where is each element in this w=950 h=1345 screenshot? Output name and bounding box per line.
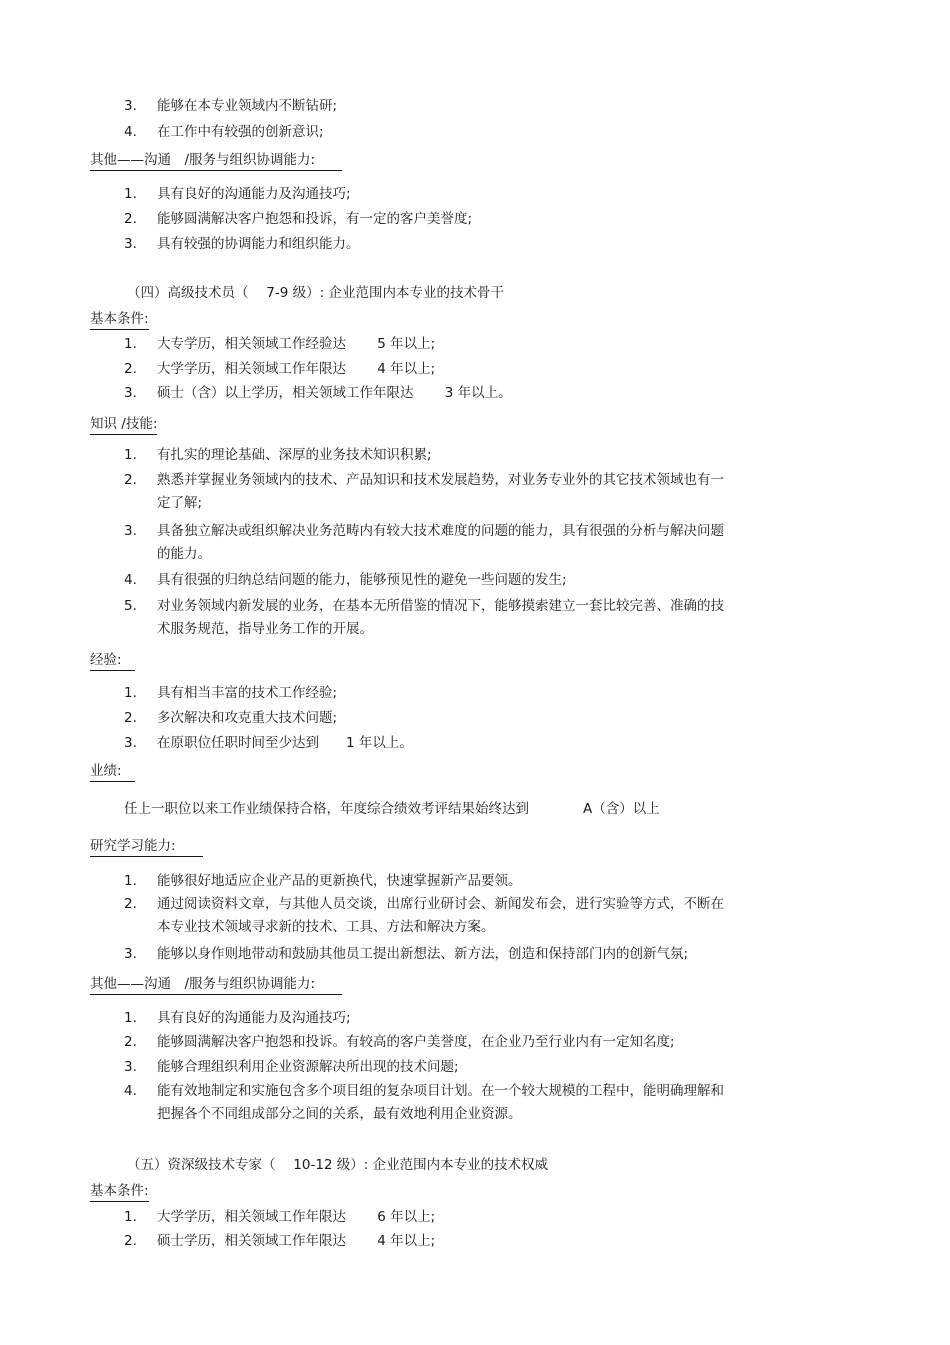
item-number: 1. <box>124 447 137 463</box>
item-number: 1. <box>124 1010 137 1026</box>
item-text-continued: 定了解; <box>157 495 203 511</box>
basic-conditions-heading: 基本条件: <box>90 310 149 330</box>
item-number: 1. <box>124 186 137 202</box>
item-text: 具有良好的沟通能力及沟通技巧; <box>157 186 351 202</box>
item-text-continued: 把握各个不同组成部分之间的关系，最有效地利用企业资源。 <box>157 1106 522 1122</box>
item-text-continued: 的能力。 <box>157 546 211 562</box>
item-number: 1. <box>124 873 137 889</box>
item-number: 4. <box>124 1083 137 1099</box>
item-text: 能够在本专业领域内不断钻研; <box>157 98 338 114</box>
item-number: 2. <box>124 710 137 726</box>
item-text: 在原职位任职时间至少达到 1 年以上。 <box>157 735 413 751</box>
item-number: 5. <box>124 598 137 614</box>
item-number: 3. <box>124 946 137 962</box>
item-text: 硕士（含）以上学历，相关领域工作年限达 3 年以上。 <box>157 385 512 401</box>
performance-text: 任上一职位以来工作业绩保持合格，年度综合绩效考评结果始终达到 A（含）以上 <box>124 801 660 817</box>
item-number: 3. <box>124 98 137 114</box>
item-text: 大学学历，相关领域工作年限达 4 年以上; <box>157 361 436 377</box>
item-number: 2. <box>124 211 137 227</box>
item-text: 能有效地制定和实施包含多个项目组的复杂项目计划。在一个较大规模的工程中，能明确理解和 <box>157 1083 724 1099</box>
item-number: 1. <box>124 1209 137 1225</box>
item-number: 4. <box>124 572 137 588</box>
section-title: （五）资深级技术专家（ 10-12 级）: 企业范围内本专业的技术权威 <box>127 1157 549 1173</box>
item-text: 具有很强的归纳总结问题的能力，能够预见性的避免一些问题的发生; <box>157 572 567 588</box>
item-number: 3. <box>124 385 137 401</box>
item-number: 1. <box>124 685 137 701</box>
item-text: 通过阅读资料文章，与其他人员交谈，出席行业研讨会、新闻发布会，进行实验等方式，不断在 <box>157 896 724 912</box>
item-text: 能够圆满解决客户抱怨和投诉，有一定的客户美誉度; <box>157 211 473 227</box>
item-number: 2. <box>124 1233 137 1249</box>
item-text-continued: 术服务规范，指导业务工作的开展。 <box>157 621 373 637</box>
item-text: 能够很好地适应企业产品的更新换代，快速掌握新产品要领。 <box>157 873 522 889</box>
basic-conditions-heading: 基本条件: <box>90 1182 149 1202</box>
item-number: 3. <box>124 1059 137 1075</box>
item-number: 4. <box>124 124 137 140</box>
other-heading: 其他——沟通 /服务与组织协调能力: <box>90 975 342 995</box>
performance-heading: 业绩: <box>90 762 135 782</box>
knowledge-heading: 知识 /技能: <box>90 415 157 435</box>
item-text: 具有良好的沟通能力及沟通技巧; <box>157 1010 351 1026</box>
item-text: 有扎实的理论基础、深厚的业务技术知识积累; <box>157 447 432 463</box>
item-number: 2. <box>124 1034 137 1050</box>
item-number: 3. <box>124 236 137 252</box>
item-number: 3. <box>124 735 137 751</box>
item-number: 2. <box>124 361 137 377</box>
item-text: 能够以身作则地带动和鼓励其他员工提出新想法、新方法，创造和保持部门内的创新气氛; <box>157 946 689 962</box>
item-text: 对业务领域内新发展的业务，在基本无所借鉴的情况下，能够摸索建立一套比较完善、准确的技 <box>157 598 724 614</box>
item-number: 2. <box>124 472 137 488</box>
experience-heading: 经验: <box>90 651 135 671</box>
item-text: 大学学历，相关领域工作年限达 6 年以上; <box>157 1209 436 1225</box>
item-text: 多次解决和攻克重大技术问题; <box>157 710 338 726</box>
research-heading: 研究学习能力: <box>90 837 203 857</box>
item-number: 3. <box>124 523 137 539</box>
item-text: 硕士学历，相关领域工作年限达 4 年以上; <box>157 1233 436 1249</box>
item-number: 1. <box>124 336 137 352</box>
item-text-continued: 本专业技术领域寻求新的技术、工具、方法和解决方案。 <box>157 919 495 935</box>
item-text: 具有较强的协调能力和组织能力。 <box>157 236 360 252</box>
item-number: 2. <box>124 896 137 912</box>
item-text: 大专学历，相关领域工作经验达 5 年以上; <box>157 336 436 352</box>
item-text: 能够圆满解决客户抱怨和投诉。有较高的客户美誉度，在企业乃至行业内有一定知名度; <box>157 1034 675 1050</box>
other-heading: 其他——沟通 /服务与组织协调能力: <box>90 151 342 171</box>
item-text: 具有相当丰富的技术工作经验; <box>157 685 338 701</box>
item-text: 在工作中有较强的创新意识; <box>157 124 324 140</box>
item-text: 具备独立解决或组织解决业务范畴内有较大技术难度的问题的能力，具有很强的分析与解决问题 <box>157 523 724 539</box>
section-title: （四）高级技术员（ 7-9 级）: 企业范围内本专业的技术骨干 <box>127 285 504 301</box>
item-text: 能够合理组织利用企业资源解决所出现的技术问题; <box>157 1059 459 1075</box>
item-text: 熟悉并掌握业务领域内的技术、产品知识和技术发展趋势，对业务专业外的其它技术领域也有一 <box>157 472 724 488</box>
